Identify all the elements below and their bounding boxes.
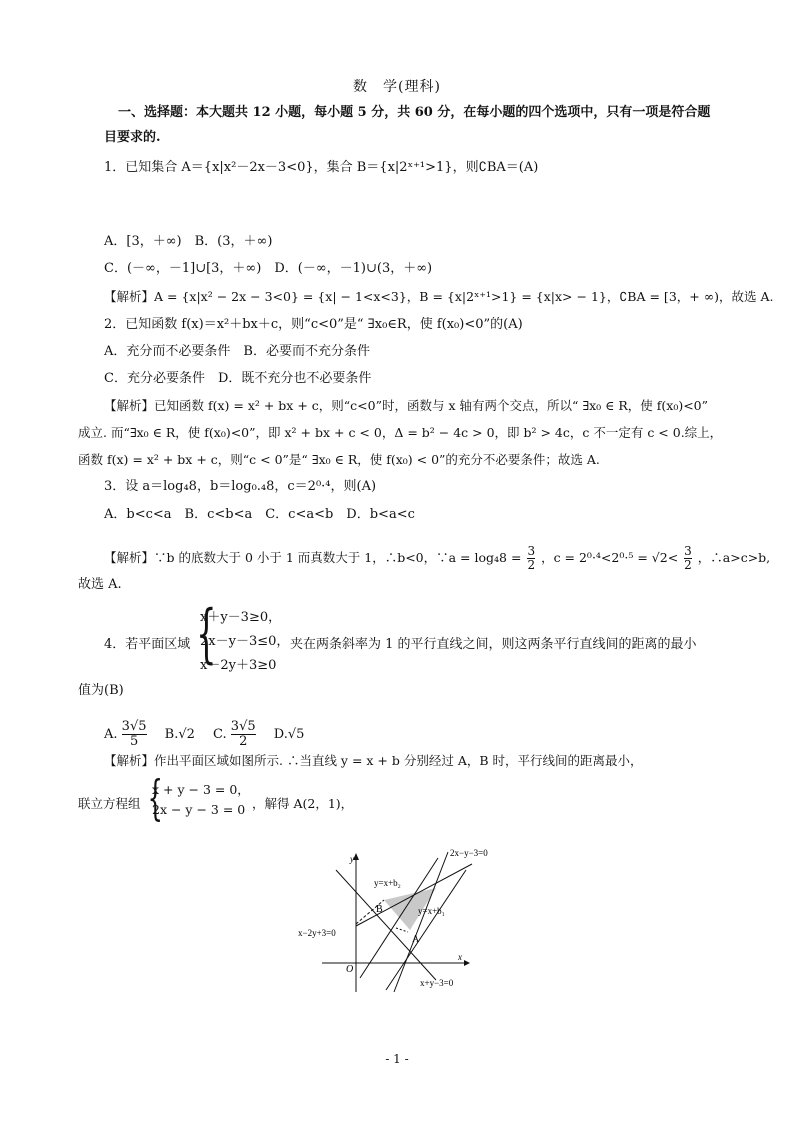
region-figure bbox=[296, 840, 516, 1000]
question-2-options-ab: A．充分而不必要条件 B．必要而不充分条件 bbox=[104, 344, 370, 359]
question-3-analysis-1 bbox=[104, 545, 770, 572]
question-1-analysis: 【解析】A = {x|x² − 2x − 3<0} = {x| − 1<x<3}，B = {x|2ˣ⁺¹>1} = {x|x> − 1}，∁BA = [3，+ ∞)，故选 A. bbox=[104, 289, 774, 304]
label-x+y-3: x+y−3=0 bbox=[420, 978, 454, 988]
question-4-stem-post: 夹在两条斜率为 1 的平行直线之间，则这两条平行直线间的距离的最小 bbox=[290, 637, 697, 652]
question-1-stem: 1．已知集合 A＝{x|x²－2x－3<0}，集合 B＝{x|2ˣ⁺¹>1}，则∁BA＝(A) bbox=[104, 160, 539, 175]
page-number: - 1 - bbox=[385, 1052, 409, 1066]
label-O: O bbox=[346, 964, 354, 975]
opt-a-label: A. bbox=[104, 727, 118, 742]
q3-frac-a bbox=[527, 545, 535, 572]
q3-analysis-text-a: 【解析】∵b 的底数大于 0 小于 1 而真数大于 1，∴b<0，∵a = log₄8 = bbox=[104, 550, 522, 565]
question-2-options-cd: C．充分必要条件 D．既不充分也不必要条件 bbox=[104, 371, 372, 386]
question-3-stem: 3．设 a＝log₄8，b＝log₀.₄8，c＝2⁰·⁴，则(A) bbox=[104, 479, 377, 494]
label-A: A bbox=[412, 934, 420, 945]
question-4-stem-pre: 4．若平面区域 bbox=[104, 637, 191, 652]
line-2x-y-3 bbox=[394, 852, 448, 992]
x-axis-arrow bbox=[464, 960, 470, 966]
opt-a-frac bbox=[122, 720, 147, 749]
q3-frac-b-num: 3 bbox=[684, 544, 692, 558]
label-2x-y-3: 2x−y−3=0 bbox=[450, 848, 488, 858]
question-4-analysis-pre: 联立方程组 bbox=[78, 796, 141, 811]
opt-c-frac bbox=[231, 720, 256, 749]
label-B: B bbox=[376, 904, 383, 915]
q3-frac-a-num: 3 bbox=[527, 544, 536, 558]
q3-analysis-text-b: ，c = 2⁰·⁴<2⁰·⁵ = √2< bbox=[541, 550, 679, 565]
section-heading: 一、选择题：本大题共 12 小题，每小题 5 分，共 60 分，在每小题的四个选项中，只有一项是符合题 bbox=[118, 105, 711, 120]
label-y-x-b2: y=x+b₂ bbox=[374, 878, 401, 888]
system-row-1: x＋y－3≥0， bbox=[200, 610, 282, 625]
question-3-options: A．b<c<a B．c<b<a C．c<a<b D．b<a<c bbox=[104, 507, 415, 522]
q3-frac-a-den: 2 bbox=[527, 558, 536, 572]
question-2-analysis-1: 【解析】已知函数 f(x) = x² + bx + c，则“c<0”时，函数与 x 轴有两个交点，所以“ ∃x₀ ∈ R，使 f(x₀)<0” bbox=[104, 398, 709, 413]
line-y-x-b1 bbox=[386, 870, 466, 990]
question-2-stem: 2．已知函数 f(x)＝x²＋bx＋c，则“c<0”是“ ∃x₀∈R，使 f(x₀)<0”的(A) bbox=[104, 317, 523, 332]
page-title: 数 学(理科) bbox=[353, 79, 441, 95]
opt-d: D.√5 bbox=[273, 727, 305, 742]
equation-row-1: x + y − 3 = 0， bbox=[152, 782, 250, 797]
question-3-analysis-2: 故选 A. bbox=[78, 577, 122, 592]
question-2-analysis-2: 成立. 而“∃x₀ ∈ R，使 f(x₀)<0”，即 x² + bx + c < 0，Δ = b² − 4c > 0，即 b² > 4c，c 不一定有 c < 0.综上， bbox=[78, 425, 723, 440]
label-y: y bbox=[350, 854, 354, 864]
opt-b: B.√2 bbox=[164, 727, 195, 742]
opt-c-label: C. bbox=[213, 727, 227, 742]
question-4-analysis-post: ，解得 A(2，1)， bbox=[252, 796, 354, 811]
system-brace: { bbox=[196, 597, 217, 671]
system-row-3: x－2y＋3≥0 bbox=[200, 658, 277, 673]
question-4-analysis-1: 【解析】作出平面区域如图所示. ∴当直线 y = x + b 分别经过 A，B 时，平行线间的距离最小， bbox=[104, 753, 643, 768]
dashed-perp bbox=[396, 928, 408, 932]
question-4-stem-2: 值为(B) bbox=[78, 683, 124, 698]
question-2-analysis-3: 函数 f(x) = x² + bx + c，则“c < 0”是“ ∃x₀ ∈ R，使 f(x₀) < 0”的充分不必要条件；故选 A. bbox=[78, 452, 600, 467]
question-4-options bbox=[104, 720, 304, 749]
q3-analysis-text-c: ，∴a>c>b, bbox=[697, 550, 771, 565]
opt-c-num: 3√5 bbox=[230, 719, 256, 734]
label-y-x-b1: y=x+b₁ bbox=[418, 906, 445, 916]
opt-a-num: 3√5 bbox=[121, 719, 147, 734]
question-1-options-cd: C．(－∞，－1]∪[3，＋∞) D．(－∞，－1)∪(3，＋∞) bbox=[104, 261, 433, 276]
q3-frac-b-den: 2 bbox=[684, 558, 692, 572]
label-x-2y+3: x−2y+3=0 bbox=[298, 928, 336, 938]
opt-a-den: 5 bbox=[122, 734, 147, 749]
opt-c-den: 2 bbox=[231, 734, 256, 749]
q3-frac-b bbox=[684, 545, 692, 572]
section-heading-cont: 目要求的. bbox=[104, 130, 161, 145]
equation-brace: { bbox=[147, 770, 163, 826]
label-x: x bbox=[458, 952, 462, 962]
system-row-2: 2x－y－3≤0， bbox=[200, 634, 290, 649]
question-1-options-ab: A．[3，＋∞) B．(3，＋∞) bbox=[104, 234, 273, 249]
equation-row-2: 2x − y − 3 = 0 bbox=[152, 802, 246, 817]
